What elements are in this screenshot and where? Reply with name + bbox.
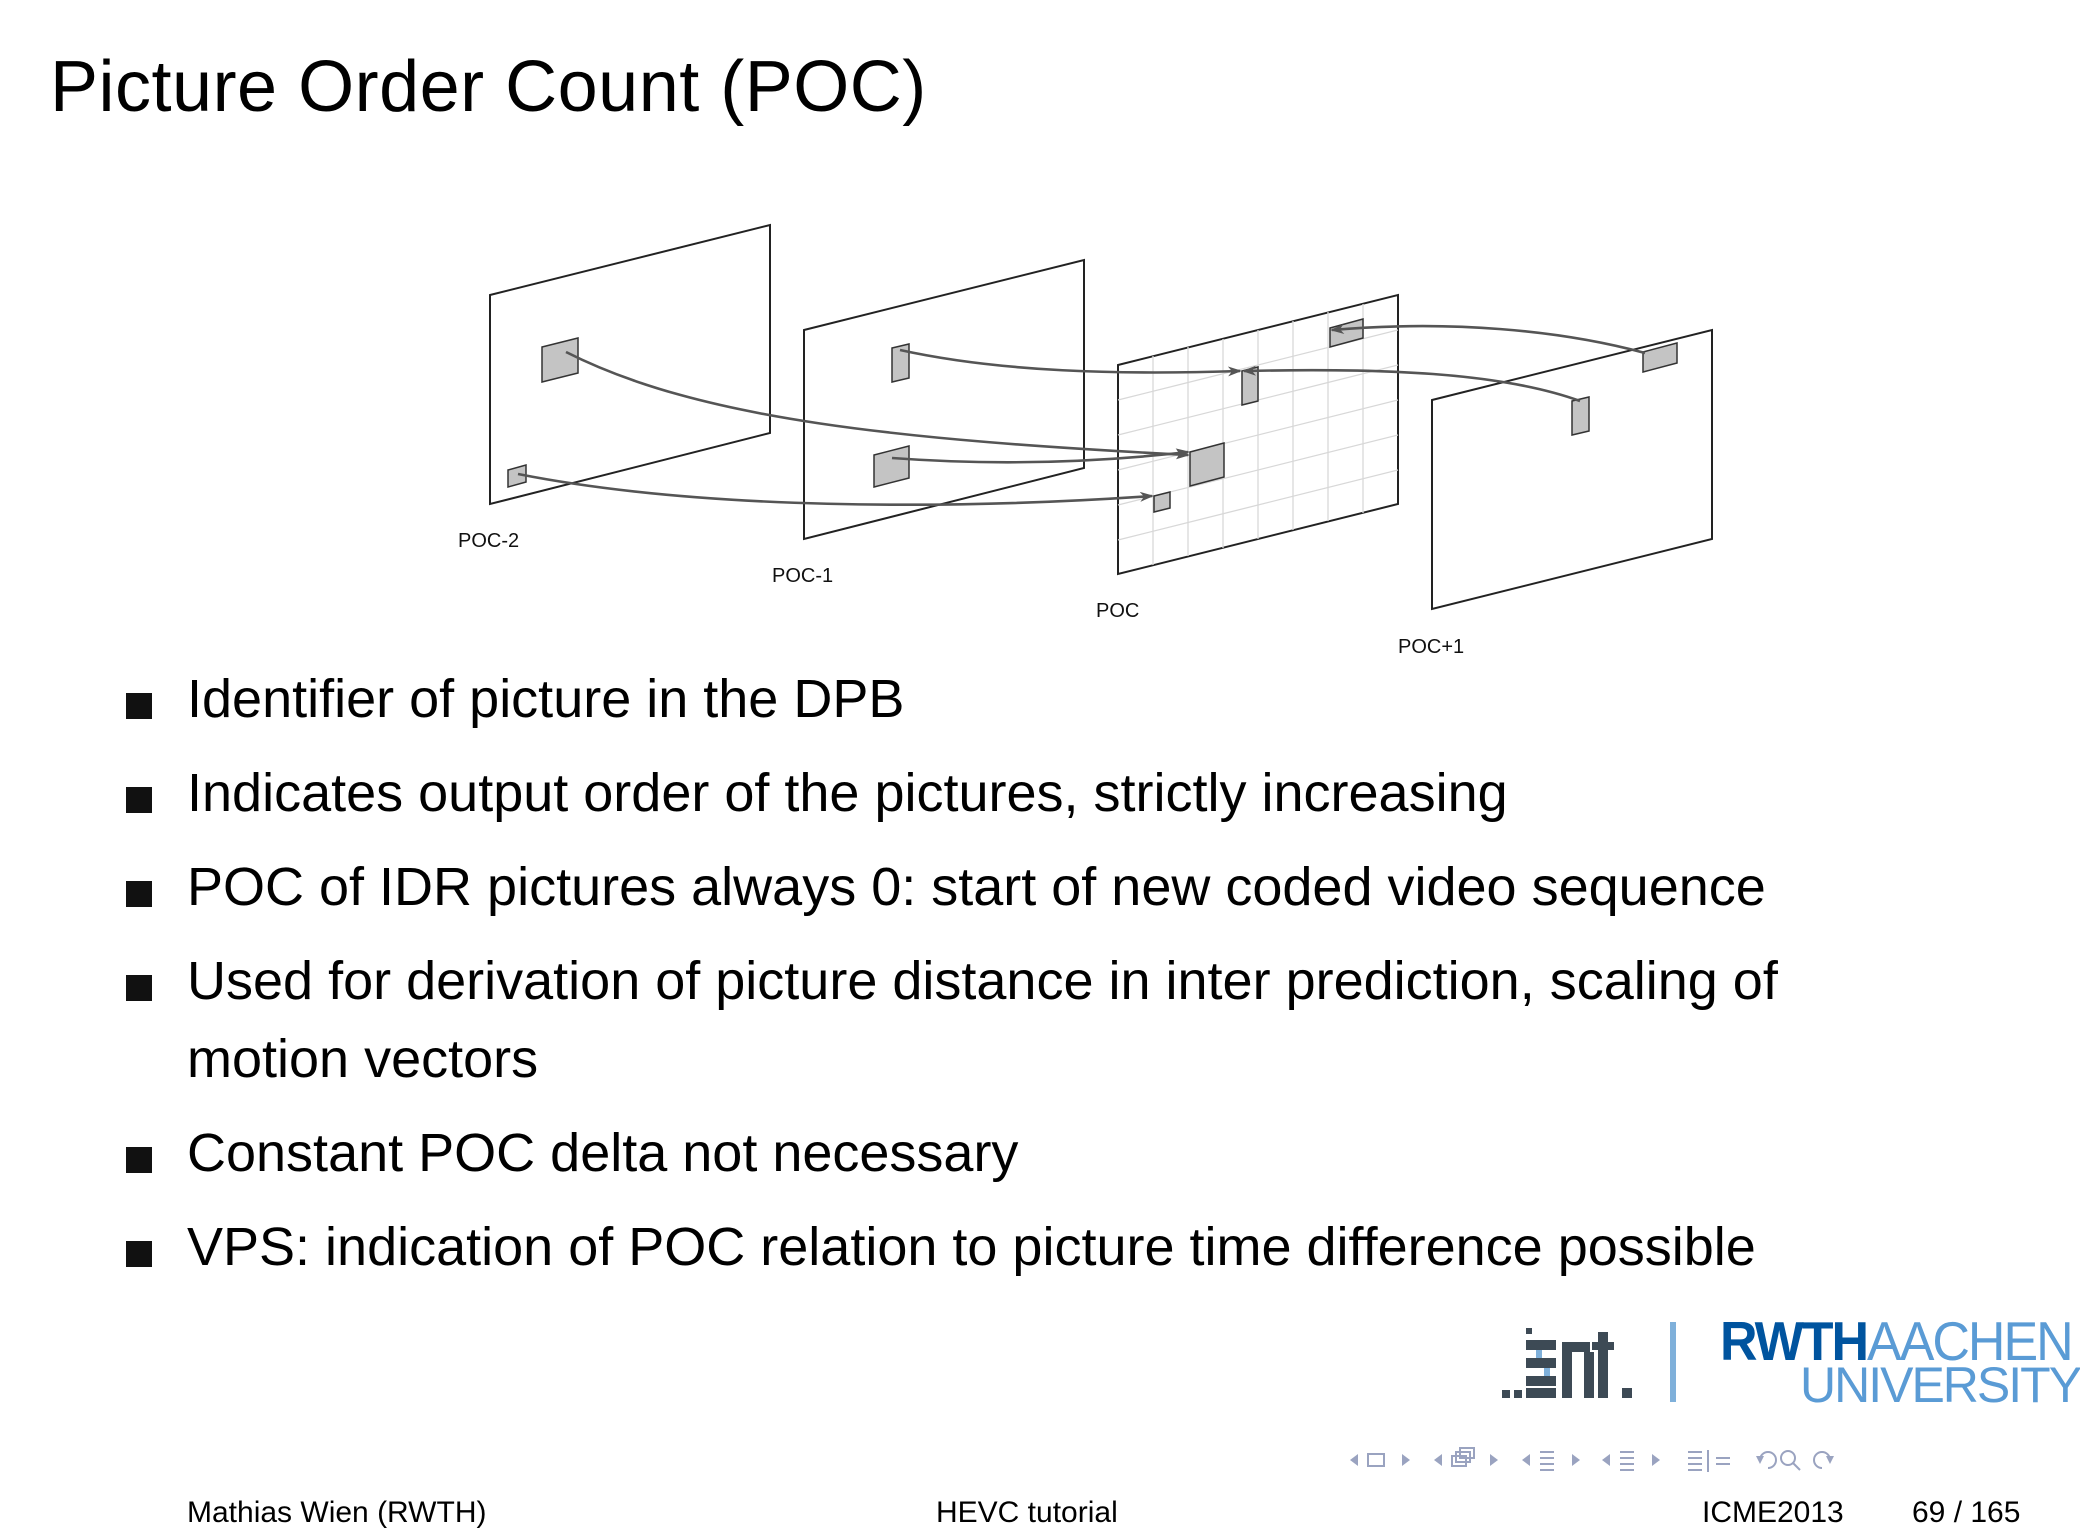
nav-next-icon[interactable] xyxy=(1490,1454,1498,1466)
label-poc-current: POC xyxy=(1096,600,1140,622)
footer-author: Mathias Wien (RWTH) xyxy=(187,1496,487,1529)
bullet-item: Identifier of picture in the DPB xyxy=(123,660,1923,738)
nav-prev-icon[interactable] xyxy=(1434,1454,1442,1466)
rwth-logo-top: RWTHAACHEN xyxy=(1720,1311,2072,1373)
rwth-logo-bottom: UNIVERSITY xyxy=(1800,1357,2080,1413)
nav-section-icon[interactable] xyxy=(1452,1448,1474,1466)
beamer-navigation xyxy=(1340,1440,2040,1480)
bullet-square-icon xyxy=(126,975,152,1001)
logo-divider xyxy=(1670,1322,1676,1402)
slide-title: Picture Order Count (POC) xyxy=(50,47,927,127)
footer-title: HEVC tutorial xyxy=(936,1496,1118,1529)
bullet-item: Indicates output order of the pictures, strictly increasing xyxy=(123,754,1923,832)
picture-poc-minus-1 xyxy=(804,260,1084,539)
bullet-item: Constant POC delta not necessary xyxy=(123,1114,1923,1192)
bullet-square-icon xyxy=(126,1147,152,1173)
picture-poc-current xyxy=(1118,295,1398,574)
undo-icon[interactable] xyxy=(1756,1452,1776,1468)
nav-next-icon[interactable] xyxy=(1402,1454,1410,1466)
label-poc-plus-1: POC+1 xyxy=(1398,636,1465,658)
footer-page-number: 69 / 165 xyxy=(1912,1496,2021,1529)
picture-poc-plus-1 xyxy=(1432,330,1712,609)
label-poc-minus-2: POC-2 xyxy=(458,530,520,552)
label-poc-minus-1: POC-1 xyxy=(772,565,834,587)
nav-next-icon[interactable] xyxy=(1652,1454,1660,1466)
poc-diagram xyxy=(0,0,2048,700)
nav-frame-icon[interactable] xyxy=(1368,1454,1384,1466)
bullet-square-icon xyxy=(126,693,152,719)
zoom-icon[interactable] xyxy=(1781,1451,1800,1470)
bullet-square-icon xyxy=(126,881,152,907)
nav-next-icon[interactable] xyxy=(1572,1454,1580,1466)
nav-prev-icon[interactable] xyxy=(1522,1454,1530,1466)
bullet-item: VPS: indication of POC relation to picture time difference possible xyxy=(123,1208,1923,1286)
nav-prev-icon[interactable] xyxy=(1602,1454,1610,1466)
nav-list-icon[interactable] xyxy=(1620,1452,1634,1470)
nav-list-icon[interactable] xyxy=(1688,1450,1708,1472)
bullet-item: POC of IDR pictures always 0: start of new coded video sequence xyxy=(123,848,1923,926)
ient-logo xyxy=(1500,1318,1640,1404)
nav-list-icon[interactable] xyxy=(1716,1458,1730,1464)
footer-venue: ICME2013 xyxy=(1702,1496,1844,1529)
bullet-square-icon xyxy=(126,1241,152,1267)
picture-poc-minus-2 xyxy=(490,225,770,504)
nav-prev-icon[interactable] xyxy=(1350,1454,1358,1466)
redo-icon[interactable] xyxy=(1814,1452,1834,1468)
bullet-item: Used for derivation of picture distance in inter prediction, scaling of motion vectors xyxy=(123,942,1923,1098)
bullet-square-icon xyxy=(126,787,152,813)
nav-subsection-icon[interactable] xyxy=(1540,1452,1554,1470)
bullet-list xyxy=(123,660,1923,1302)
